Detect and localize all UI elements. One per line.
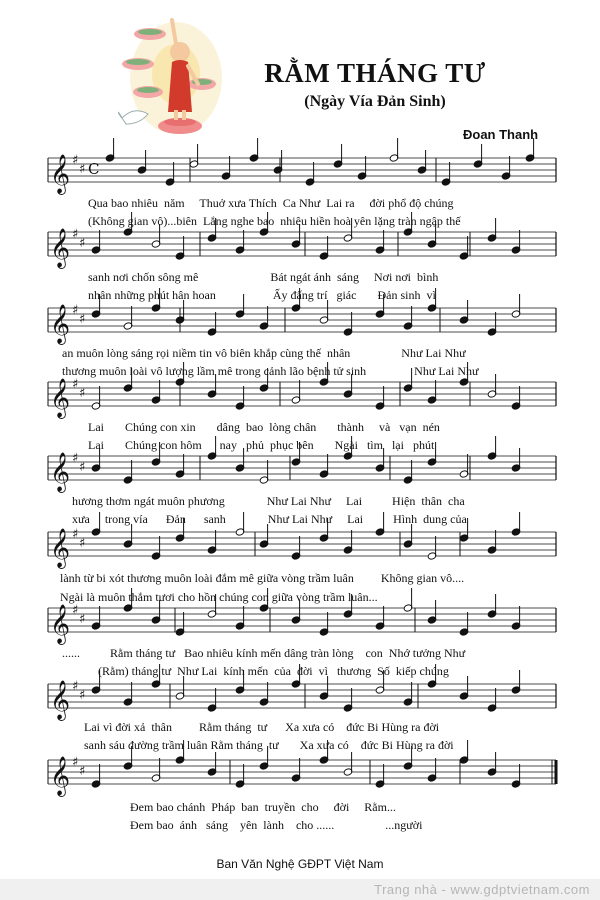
lyric-line: Qua bao nhiêu năm Thuở xưa Thích Ca Như Lai ra đời phổ độ chúng — [88, 196, 454, 210]
treble-clef-icon: 𝄞 — [50, 680, 71, 720]
lyric-line: nhân những phút hân hoan Ấy đấng trí giác Đản sinh vì — [88, 288, 436, 302]
song-title: RẰM THÁNG TƯ — [264, 58, 486, 88]
sharp-icon: ♯ — [72, 227, 79, 242]
song-subtitle: (Ngày Vía Đản Sinh) — [304, 93, 446, 110]
lyric-line: Ngài là muôn thắm tươi cho hồn chúng con giữa vòng trầm luân... — [60, 590, 378, 604]
footer-credit: Ban Văn Nghệ GĐPT Việt Nam — [216, 857, 384, 871]
sharp-icon: ♯ — [79, 162, 86, 177]
lyric-line: sanh sáu đường trầm luân Rằm tháng tư Xa xưa có đức Bi Hùng ra đời — [84, 738, 454, 752]
treble-clef-icon: 𝄞 — [50, 452, 71, 492]
lyric-line: lành từ bi xót thương muôn loài đắm mê giữa vòng trầm luân Không gian vô.... — [60, 571, 465, 585]
sharp-icon: ♯ — [79, 536, 86, 551]
sharp-icon: ♯ — [79, 764, 86, 779]
sharp-icon: ♯ — [79, 612, 86, 627]
sharp-icon: ♯ — [79, 312, 86, 327]
lyric-line: sanh nơi chốn sông mê Bát ngát ánh sáng Nơi nơi bình — [88, 270, 439, 284]
lyric-line: Lai vì đời xả thân Rằm tháng tư Xa xưa có đức Bi Hùng ra đời — [84, 720, 440, 734]
lyric-line: ...... Rằm tháng tư Bao nhiêu kính mến dâng tràn lòng con Nhớ tưởng Như — [62, 646, 466, 660]
sharp-icon: ♯ — [72, 755, 79, 770]
sharp-icon: ♯ — [72, 303, 79, 318]
watermark-bar — [0, 879, 600, 900]
lyric-line: Đem bao chánh Pháp ban truyền cho đời Rằm... — [130, 800, 396, 814]
sharp-icon: ♯ — [72, 451, 79, 466]
sharp-icon: ♯ — [72, 377, 79, 392]
sharp-icon: ♯ — [79, 236, 86, 251]
treble-clef-icon: 𝄞 — [50, 228, 71, 268]
sharp-icon: ♯ — [72, 679, 79, 694]
lyric-line: Đem bao ánh sáng yên lành cho ...... ...người — [130, 818, 423, 832]
sharp-icon: ♯ — [79, 688, 86, 703]
treble-clef-icon: 𝄞 — [50, 528, 71, 568]
lyric-line: hương thơm ngát muôn phương Như Lai Như Lai Hiện thân cha — [72, 494, 465, 508]
composer-name: Đoan Thanh — [463, 127, 539, 142]
lyric-line: Lai Chúng con xin dâng bao lòng chân thành và vạn nén — [88, 420, 440, 434]
treble-clef-icon: 𝄞 — [50, 756, 71, 796]
sharp-icon: ♯ — [79, 460, 86, 475]
lyric-line: Lai Chúng con hôm nay phủ phục bên Ngài tìm lại phút — [88, 438, 435, 452]
sharp-icon: ♯ — [72, 603, 79, 618]
lyric-line: xưa trong vía Đản sanh Như Lai Như Lai Hình dung của — [72, 512, 467, 526]
time-signature: C — [88, 160, 100, 178]
watermark-text: Trang nhà - www.gdptvietnam.com — [374, 882, 590, 897]
lyric-line: (Không gian vô)...biên Lắng nghe bao nhiêu hiền hoà yên lặng tràn ngập thế — [88, 214, 461, 228]
treble-clef-icon: 𝄞 — [50, 604, 71, 644]
treble-clef-icon: 𝄞 — [50, 378, 71, 418]
sharp-icon: ♯ — [72, 153, 79, 168]
lyric-line: thương muôn loài vô lượng lầm mê trong cảnh lão bệnh tử sinh Như Lai Như — [62, 364, 479, 378]
sharp-icon: ♯ — [72, 527, 79, 542]
sharp-icon: ♯ — [79, 386, 86, 401]
treble-clef-icon: 𝄞 — [50, 154, 71, 194]
lyric-line: (Rằm) tháng tư Như Lai kính mến của đời vì thương Số kiếp chúng — [62, 664, 449, 678]
treble-clef-icon: 𝄞 — [50, 304, 71, 344]
lyric-line: an muôn lòng sáng rọi niềm tin vô biên khắp cùng thế nhân Như Lai Như — [62, 346, 466, 360]
